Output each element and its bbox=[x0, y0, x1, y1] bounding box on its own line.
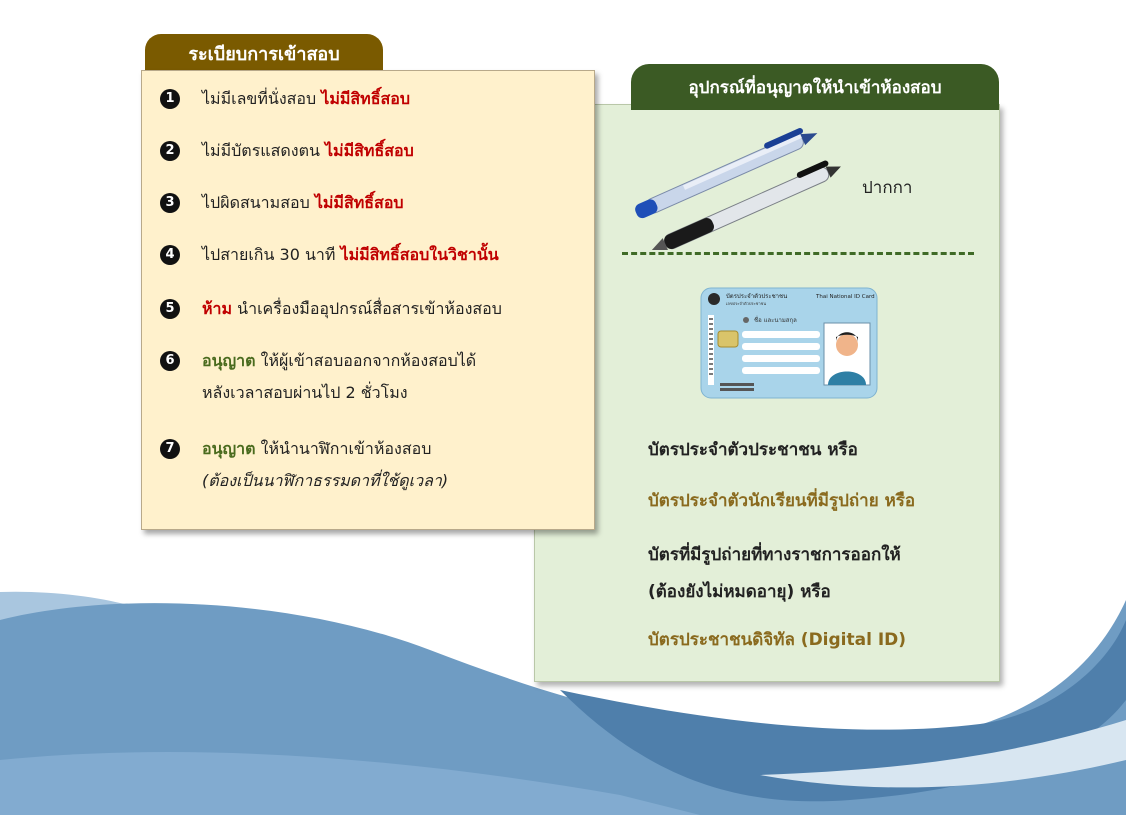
rule-text: ไปผิดสนามสอบ ไม่มีสิทธิ์สอบ bbox=[202, 193, 404, 212]
rule-text-line2: (ต้องเป็นนาฬิกาธรรมดาที่ใช้ดูเวลา) bbox=[202, 471, 449, 490]
rule-text: ห้าม นำเครื่องมืออุปกรณ์สื่อสารเข้าห้องสอบ bbox=[202, 299, 502, 318]
id-option-validity-note: (ต้องยังไม่หมดอายุ) หรือ bbox=[648, 582, 831, 602]
id-option-digital-id: บัตรประชาชนดิจิทัล (Digital ID) bbox=[648, 630, 907, 650]
pen-icon bbox=[628, 122, 848, 250]
equipment-title-tab: อุปกรณ์ที่อนุญาตให้นำเข้าห้องสอบ bbox=[631, 64, 999, 110]
rule-6 bbox=[160, 345, 476, 409]
pen-label: ปากกา bbox=[862, 178, 913, 198]
id-option-government-card: บัตรที่มีรูปถ่ายที่ทางราชการออกให้ bbox=[648, 545, 901, 565]
rule-warning: ไม่มีสิทธิ์สอบ bbox=[321, 89, 411, 108]
id-card-header-en: Thai National ID Card bbox=[816, 294, 875, 300]
rule-number: 7 bbox=[160, 439, 180, 459]
rule-warning: ไม่มีสิทธิ์สอบในวิชานั้น bbox=[340, 245, 499, 264]
rule-text: ไปสายเกิน 30 นาที ไม่มีสิทธิ์สอบในวิชานั้น bbox=[202, 245, 499, 264]
id-option-student-card: บัตรประจำตัวนักเรียนที่มีรูปถ่าย หรือ bbox=[648, 491, 916, 511]
id-card-icon bbox=[700, 287, 878, 399]
rule-1 bbox=[160, 83, 410, 115]
rule-4 bbox=[160, 239, 499, 271]
rule-number: 2 bbox=[160, 141, 180, 161]
rule-warning: ไม่มีสิทธิ์สอบ bbox=[314, 193, 404, 212]
id-card-sub: เลขประจำตัวประชาชน bbox=[726, 301, 767, 306]
rule-prohibit-label: ห้าม bbox=[202, 299, 233, 318]
rule-number: 1 bbox=[160, 89, 180, 109]
rule-text: ไม่มีเลขที่นั่งสอบ ไม่มีสิทธิ์สอบ bbox=[202, 89, 411, 108]
rule-text: อนุญาต ให้นำนาฬิกาเข้าห้องสอบ (ต้องเป็นนาฬิกาธรรมดาที่ใช้ดูเวลา) bbox=[202, 439, 449, 490]
rule-text: อนุญาต ให้ผู้เข้าสอบออกจากห้องสอบได้ หลังเวลาสอบผ่านไป 2 ชั่วโมง bbox=[202, 351, 477, 402]
rule-5 bbox=[160, 293, 502, 325]
rule-7 bbox=[160, 433, 448, 497]
rule-number: 3 bbox=[160, 193, 180, 213]
rule-3 bbox=[160, 187, 404, 219]
section-divider bbox=[622, 252, 974, 255]
rule-2 bbox=[160, 135, 414, 167]
rule-number: 6 bbox=[160, 351, 180, 371]
rule-number: 4 bbox=[160, 245, 180, 265]
rule-allow-label: อนุญาต bbox=[202, 351, 256, 370]
rule-allow-label: อนุญาต bbox=[202, 439, 256, 458]
rules-panel bbox=[141, 70, 595, 530]
rules-title-tab: ระเบียบการเข้าสอบ bbox=[145, 34, 383, 72]
id-card-header-th: บัตรประจำตัวประชาชน bbox=[726, 293, 788, 300]
id-card-name-label: ชื่อ และนามสกุล bbox=[754, 317, 797, 324]
rule-text: ไม่มีบัตรแสดงตน ไม่มีสิทธิ์สอบ bbox=[202, 141, 414, 160]
rule-warning: ไม่มีสิทธิ์สอบ bbox=[324, 141, 414, 160]
id-option-national-card: บัตรประจำตัวประชาชน หรือ bbox=[648, 440, 858, 460]
rule-text-line2: หลังเวลาสอบผ่านไป 2 ชั่วโมง bbox=[202, 383, 408, 402]
rule-number: 5 bbox=[160, 299, 180, 319]
